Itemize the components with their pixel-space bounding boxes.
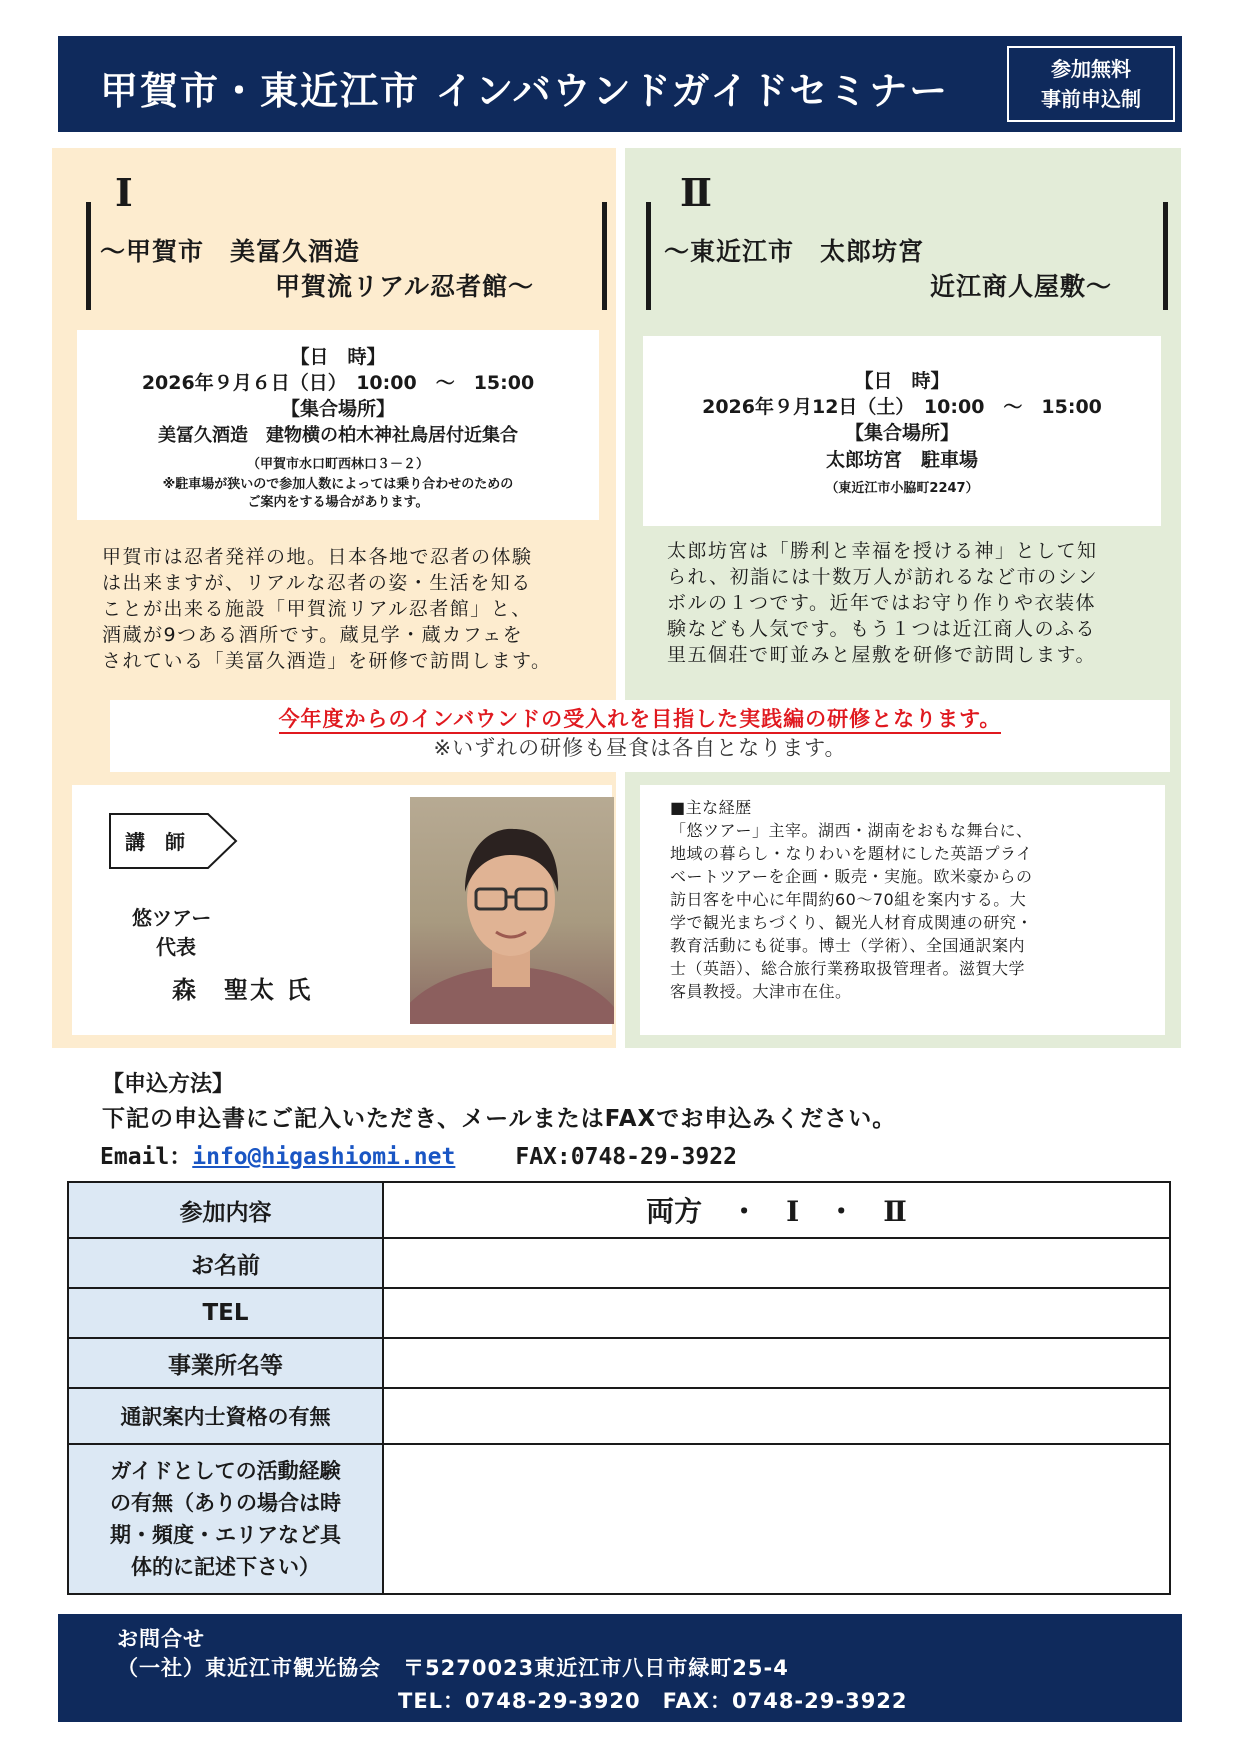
course2-subtitle-line1: ～東近江市 太郎坊宮 (664, 237, 925, 266)
career-line: 訪日客を中心に年間約60～70組を案内する。大 (670, 890, 1027, 909)
application-form (67, 1181, 1171, 1595)
course1-address: （甲賀市水口町西林口３－２） (246, 457, 429, 472)
career-line: 教育活動にも従事。博士（学術）、全国通訳案内 (670, 936, 1026, 955)
tel-field[interactable] (383, 1288, 1170, 1338)
experience-label-line: ガイドとしての活動経験 (110, 1459, 341, 1483)
career-line: ベートツアーを企画・販売・実施。欧米豪からの (670, 867, 1033, 886)
apply-contact (100, 1138, 737, 1171)
contact-tel-fax: TEL：0748-29-3920 FAX：0748-29-3922 (398, 1689, 908, 1713)
contact-organization: （一社）東近江市観光協会 〒5270023東近江市八日市緑町25-4 (117, 1656, 789, 1680)
course2-desc-line: 太郎坊宮は「勝利と幸福を授ける神」として知 (667, 540, 1098, 562)
course1-desc-line: されている「美冨久酒造」を研修で訪問します。 (102, 650, 552, 672)
course2-datetime: 2026年９月12日（土） 10:00 ～ 15:00 (702, 396, 1102, 418)
form-row-tel (68, 1288, 1170, 1338)
contact-heading: お問合せ (117, 1627, 205, 1651)
course2-desc-line: 里五個荘で町並みと屋敷を研修で訪問します。 (667, 644, 1096, 666)
course2-desc-line: ボルの１つです。近年ではお守り作りや衣装体 (667, 592, 1096, 614)
course1-note-line1: ※駐車場が狭いので参加人数によっては乗り合わせのための (162, 477, 514, 492)
course1-right-bar (602, 202, 607, 310)
course2-place-label: 【集合場所】 (844, 422, 959, 444)
career-line: 地域の暮らし・なりわいを題材にした英語プライ (670, 844, 1033, 863)
lecturer-career (670, 796, 1033, 1003)
fax-number: FAX:0748-29-3922 (515, 1144, 737, 1170)
course1-subtitle-line1: ～甲賀市 美冨久酒造 (100, 237, 361, 266)
lecturer-name: 森 聖太 氏 (172, 976, 313, 1004)
lecturer-role: 代表 (156, 935, 196, 959)
form-row-experience (68, 1444, 1170, 1594)
notice-sub-text: ※いずれの研修も昼食は各自となります。 (433, 736, 847, 760)
form-label: 参加内容 (68, 1182, 383, 1238)
course2-numeral: Ⅱ (680, 170, 713, 215)
badge-line-free: 参加無料 (1051, 57, 1131, 81)
experience-label-line: 期・頻度・エリアなど具 (110, 1523, 341, 1547)
form-label: 事業所名等 (68, 1338, 383, 1388)
course1-description (102, 544, 551, 674)
course1-datetime-label: 【日 時】 (290, 346, 386, 368)
course1-desc-line: は出来ますが、リアルな忍者の姿・生活を知る (102, 572, 532, 594)
form-label: お名前 (68, 1238, 383, 1288)
page-title: 甲賀市・東近江市 インバウンドガイドセミナー (100, 69, 950, 113)
course2-description (667, 538, 1098, 668)
notice-box (110, 700, 1170, 772)
course2-info-box (643, 336, 1161, 526)
apply-heading: 【申込方法】 (102, 1072, 235, 1097)
course1-desc-line: 甲賀市は忍者発祥の地。日本各地で忍者の体験 (102, 546, 533, 568)
email-label: Email： (100, 1144, 193, 1170)
form-label: TEL (68, 1288, 383, 1338)
form-label-experience (68, 1444, 383, 1594)
career-line: 士（英語）、総合旅行業務取扱管理者。滋賀大学 (670, 959, 1026, 978)
course1-left-bar (86, 202, 91, 310)
course1-numeral: Ⅰ (115, 170, 133, 215)
apply-instructions: 下記の申込書にご記入いただき、メールまたはFAXでお申込みください。 (102, 1106, 897, 1132)
course1-info-box (77, 330, 599, 520)
course1-datetime: 2026年９月６日（日） 10:00 ～ 15:00 (141, 372, 535, 394)
experience-label-line: の有無（ありの場合は時 (110, 1491, 341, 1515)
course2-place: 太郎坊宮 駐車場 (825, 449, 978, 471)
experience-field[interactable] (383, 1444, 1170, 1594)
name-field[interactable] (383, 1238, 1170, 1288)
free-registration-badge (1007, 46, 1175, 122)
license-field[interactable] (383, 1388, 1170, 1444)
course1-place-label: 【集合場所】 (280, 398, 395, 420)
company-field[interactable] (383, 1338, 1170, 1388)
course1-subtitle-line2: 甲賀流リアル忍者館～ (275, 272, 535, 301)
lecturer-tag-label: 講 師 (125, 830, 185, 854)
career-line: 客員教授。大津市在住。 (670, 982, 852, 1001)
form-row-participation (68, 1182, 1170, 1238)
form-label: 通訳案内士資格の有無 (68, 1388, 383, 1444)
lecturer-org: 悠ツアー (132, 906, 212, 930)
experience-label-line: 体的に記述下さい） (131, 1555, 320, 1579)
email-link[interactable]: info@higashiomi.net (192, 1144, 456, 1170)
course1-desc-line: ことが出来る施設「甲賀流リアル忍者館」と、 (102, 598, 532, 620)
course2-left-bar (646, 202, 651, 310)
course2-datetime-label: 【日 時】 (854, 370, 950, 392)
badge-line-registration: 事前申込制 (1041, 87, 1141, 111)
participation-choice[interactable]: 両方 ・ Ⅰ ・ Ⅱ (383, 1182, 1170, 1238)
course1-place: 美冨久酒造 建物横の柏木神社鳥居付近集合 (158, 425, 518, 446)
form-row-company (68, 1338, 1170, 1388)
course2-desc-line: 験なども人気です。もう１つは近江商人のふる (667, 618, 1096, 640)
career-line: 「悠ツアー」主宰。湖西・湖南をおもな舞台に、 (670, 821, 1033, 840)
form-row-name (68, 1238, 1170, 1288)
course2-address: （東近江市小脇町2247） (825, 481, 979, 496)
notice-main-text: 今年度からのインバウンドの受入れを目指した実践編の研修となります。 (279, 706, 1002, 734)
course2-subtitle-line2: 近江商人屋敷～ (930, 272, 1113, 301)
course2-right-bar (1163, 202, 1168, 310)
form-row-license (68, 1388, 1170, 1444)
course1-note-line2: ご案内をする場合があります。 (247, 495, 429, 510)
career-line: 学で観光まちづくり、観光人材育成関連の研究・ (670, 913, 1033, 932)
course2-desc-line: られ、初詣には十数万人が訪れるなど市のシン (667, 566, 1099, 588)
career-heading: ■主な経歴 (670, 798, 752, 817)
course1-desc-line: 酒蔵が9つある酒所です。蔵見学・蔵カフェを (102, 624, 524, 646)
lecturer-photo (410, 797, 614, 1024)
